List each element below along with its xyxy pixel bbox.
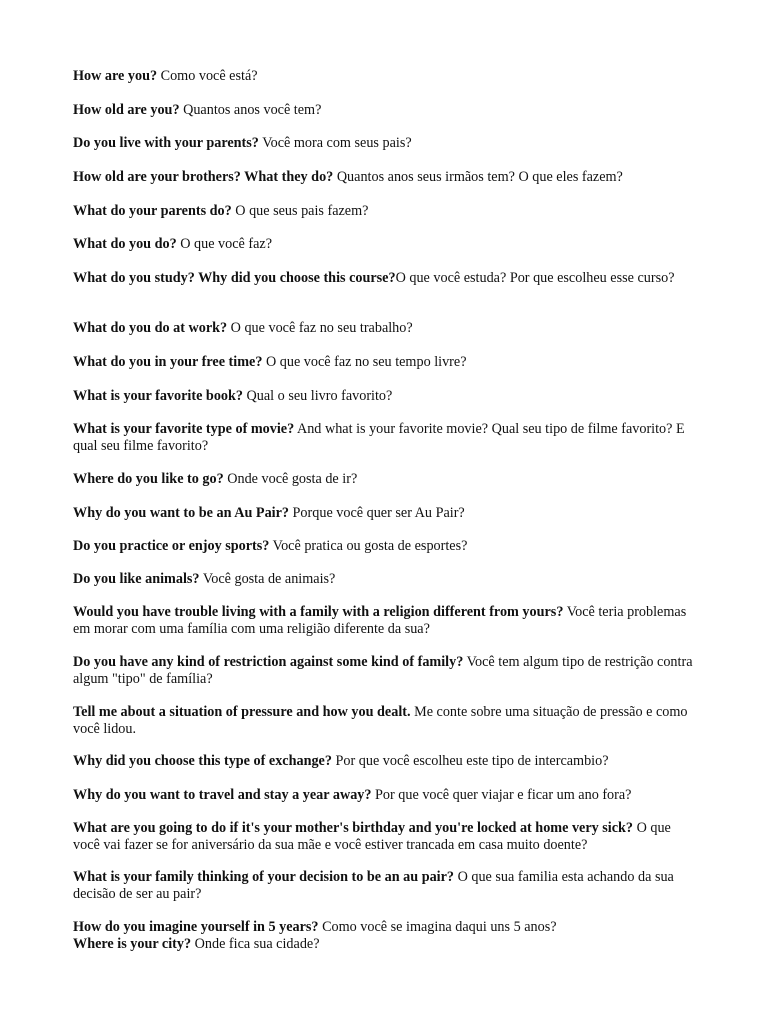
qa-item: [73, 102, 701, 119]
question: How are you?: [73, 68, 158, 84]
qa-item: [73, 421, 701, 455]
question: Do you practice or enjoy sports?: [73, 538, 270, 554]
question: How old are your brothers? What they do?: [73, 169, 334, 185]
qa-item: [73, 820, 701, 854]
question: What are you going to do if it's your mother's birthday and you're locked at home very sick?: [73, 820, 634, 836]
question: What do your parents do?: [73, 203, 232, 219]
answer: Por que você quer viajar e ficar um ano fora?: [371, 787, 632, 803]
qa-item: [73, 604, 701, 638]
question: Why do you want to travel and stay a year away?: [73, 787, 372, 803]
answer: Quantos anos seus irmãos tem? O que eles fazem?: [333, 169, 623, 185]
qa-item: [73, 787, 701, 804]
answer: Você teria problemas em morar com uma família com uma religião diferente da sua?: [73, 604, 687, 637]
qa-item: [73, 236, 701, 253]
answer: Você gosta de animais?: [199, 571, 336, 587]
answer: Por que você escolheu este tipo de intercambio?: [331, 753, 609, 769]
qa-item: [73, 388, 701, 405]
answer: O que você faz no seu tempo livre?: [262, 354, 467, 370]
qa-item: [73, 753, 701, 770]
qa-item: [73, 203, 701, 220]
answer: And what is your favorite movie? Qual seu tipo de filme favorito? E qual seu filme favorito?: [73, 421, 685, 454]
question: Would you have trouble living with a family with a religion different from yours?: [73, 604, 564, 620]
answer: Como você se imagina daqui uns 5 anos?: [318, 919, 557, 935]
answer: Quantos anos você tem?: [179, 102, 322, 118]
question: What is your favorite type of movie?: [73, 421, 295, 437]
answer: Me conte sobre uma situação de pressão e como você lidou.: [73, 704, 688, 737]
answer: Você pratica ou gosta de esportes?: [269, 538, 468, 554]
qa-item: [73, 704, 701, 738]
question: Tell me about a situation of pressure and how you dealt.: [73, 704, 411, 720]
question: What do you in your free time?: [73, 354, 263, 370]
question: What do you do?: [73, 236, 177, 252]
answer: Qual o seu livro favorito?: [243, 388, 393, 404]
qa-item: [73, 270, 701, 287]
question: How do you imagine yourself in 5 years?: [73, 919, 319, 935]
question: Do you have any kind of restriction against some kind of family?: [73, 654, 464, 670]
answer: O que você vai fazer se for aniversário da sua mãe e você estiver trancada em casa muito doente?: [73, 820, 671, 853]
question: Do you like animals?: [73, 571, 200, 587]
question: How old are you?: [73, 102, 180, 118]
qa-item: [73, 320, 701, 337]
qa-item: [73, 471, 701, 488]
answer: Você mora com seus pais?: [258, 135, 412, 151]
answer: O que você faz?: [176, 236, 273, 252]
question: Why do you want to be an Au Pair?: [73, 505, 289, 521]
question: Do you live with your parents?: [73, 135, 259, 151]
question: Where do you like to go?: [73, 471, 224, 487]
question: What do you do at work?: [73, 320, 228, 336]
question: What is your family thinking of your decision to be an au pair?: [73, 869, 455, 885]
answer: O que você faz no seu trabalho?: [227, 320, 413, 336]
qa-item: [73, 936, 701, 953]
answer: Como você está?: [157, 68, 258, 84]
answer: O que seus pais fazem?: [231, 203, 369, 219]
answer: Onde fica sua cidade?: [191, 936, 320, 952]
answer: O que sua familia esta achando da sua decisão de ser au pair?: [73, 869, 674, 902]
qa-item: [73, 68, 701, 85]
question: What is your favorite book?: [73, 388, 243, 404]
answer: Onde você gosta de ir?: [223, 471, 358, 487]
qa-item: [73, 135, 701, 152]
qa-item: [73, 919, 701, 936]
qa-item: [73, 505, 701, 522]
answer: Porque você quer ser Au Pair?: [289, 505, 465, 521]
qa-item: [73, 538, 701, 555]
qa-item: [73, 169, 701, 186]
question: What do you study? Why did you choose this course?: [73, 270, 396, 286]
qa-item: [73, 354, 701, 371]
answer: O que você estuda? Por que escolheu esse curso?: [395, 270, 675, 286]
qa-item: [73, 571, 701, 588]
question: Where is your city?: [73, 936, 192, 952]
question: Why did you choose this type of exchange?: [73, 753, 332, 769]
answer: Você tem algum tipo de restrição contra algum "tipo" de família?: [73, 654, 693, 687]
qa-item: [73, 654, 701, 688]
qa-item: [73, 869, 701, 903]
